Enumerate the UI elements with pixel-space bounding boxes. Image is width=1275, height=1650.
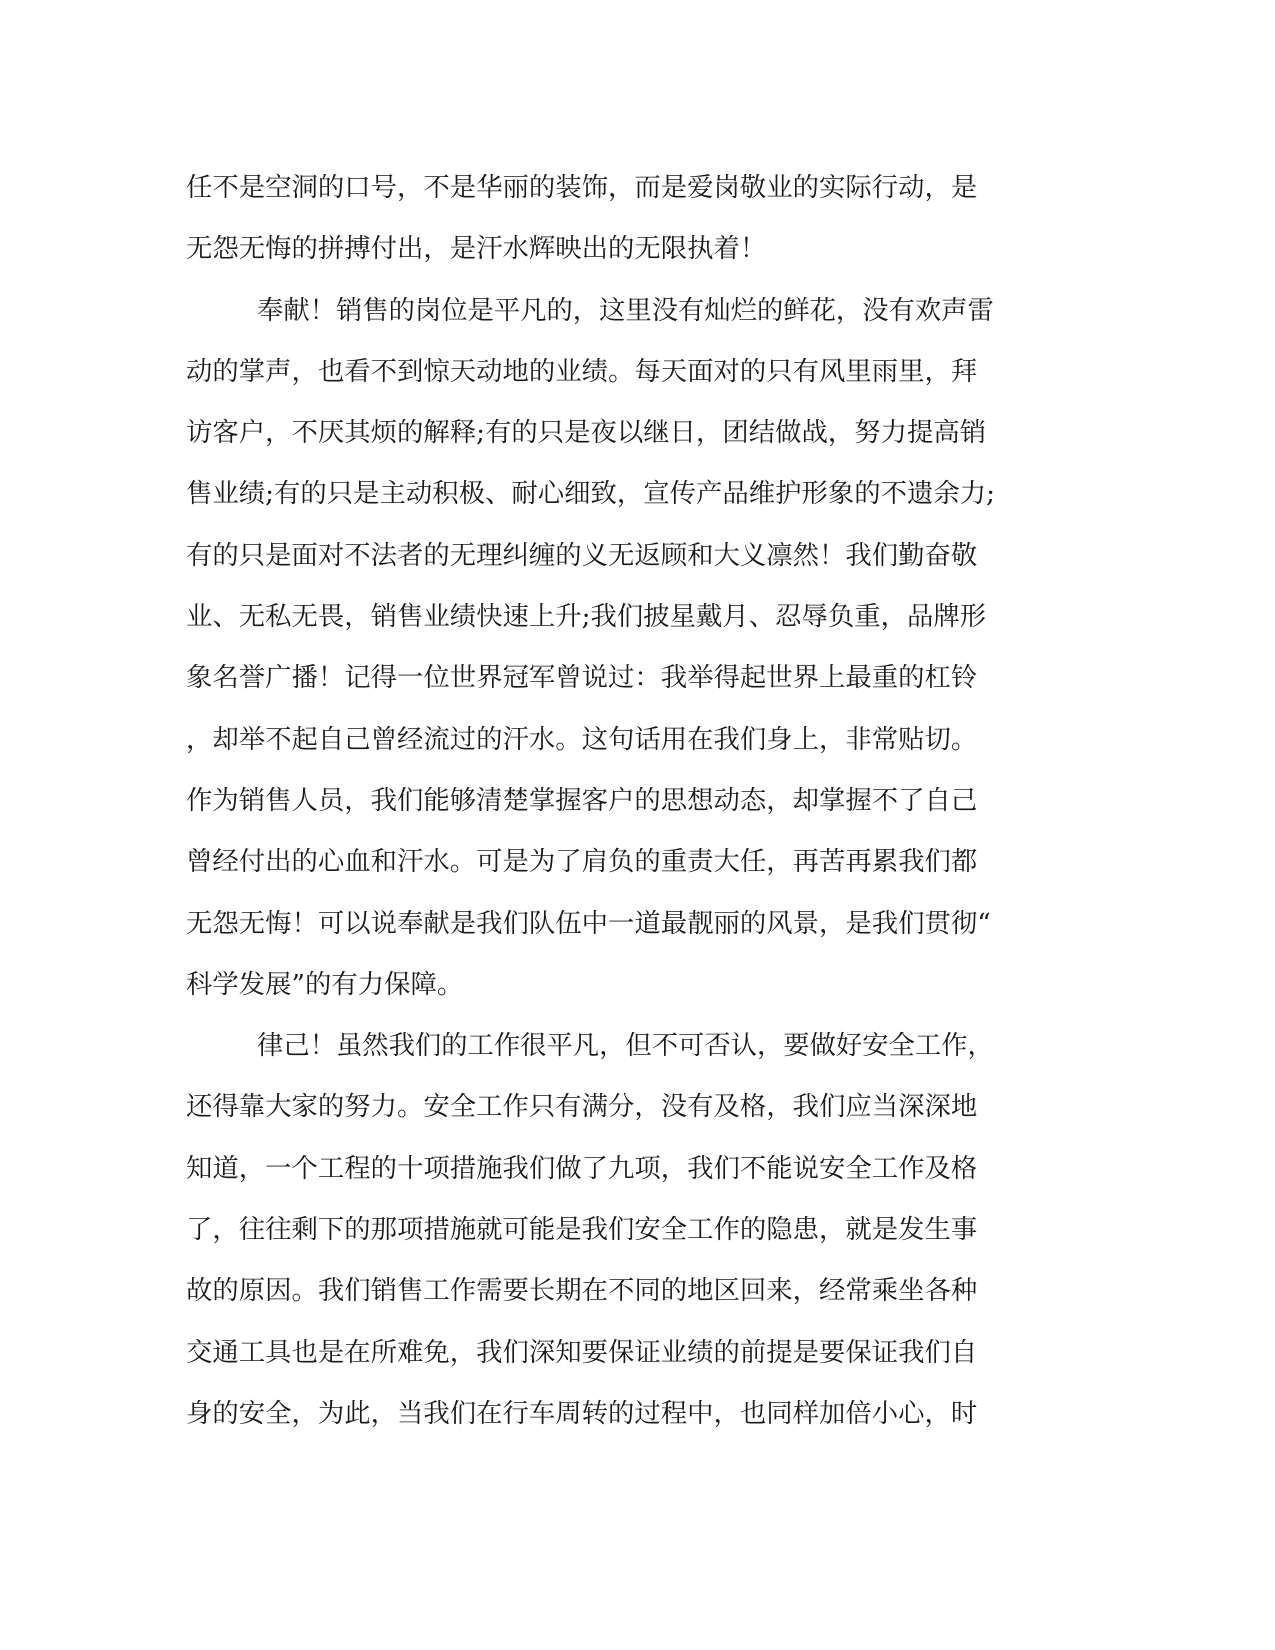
text-line: 身的安全，为此，当我们在行车周转的过程中，也同样加倍小心，时 [186,1398,978,1429]
text-line: 象名誉广播！记得一位世界冠军曾说过：我举得起世界上最重的杠铃 [186,663,978,694]
text-line: 任不是空洞的口号，不是华丽的装饰，而是爱岗敬业的实际行动，是 [186,173,978,203]
text-line: 无怨无悔的拼搏付出，是汗水辉映出的无限执着！ [186,234,767,265]
text-line: 故的原因。我们销售工作需要长期在不同的地区回来，经常乘坐各种 [186,1276,978,1307]
text-line: 交通工具也是在所难免，我们深知要保证业绩的前提是要保证我们自 [186,1337,978,1368]
text-line: 动的掌声，也看不到惊天动地的业绩。每天面对的只有风里雨里，拜 [186,356,978,387]
text-line: 售业绩;有的只是主动积极、耐心细致，宣传产品维护形象的不遗余力; [186,479,996,510]
paragraph-first-line: 奉献！销售的岗位是平凡的，这里没有灿烂的鲜花，没有欢声雷 [257,295,994,326]
text-line: ，却举不起自己曾经流过的汗水。这句话用在我们身上，非常贴切。 [186,724,978,755]
text-line: 知道，一个工程的十项措施我们做了九项，我们不能说安全工作及格 [186,1153,978,1184]
text-line: 业、无私无畏，销售业绩快速上升;我们披星戴月、忍辱负重，品牌形 [186,602,987,633]
text-line: 还得靠大家的努力。安全工作只有满分，没有及格，我们应当深深地 [186,1092,978,1123]
text-line: 科学发展”的有力保障。 [186,969,464,1000]
document-body [186,158,1056,1445]
text-line: 有的只是面对不法者的无理纠缠的义无返顾和大义凛然！我们勤奋敬 [186,540,978,571]
text-line: 作为销售人员，我们能够清楚掌握客户的思想动态，却掌握不了自己 [186,785,978,816]
text-line: 曾经付出的心血和汗水。可是为了肩负的重责大任，再苦再累我们都 [186,847,978,878]
text-line: 了，往往剩下的那项措施就可能是我们安全工作的隐患，就是发生事 [186,1215,978,1246]
text-line: 无怨无悔！可以说奉献是我们队伍中一道最靓丽的风景，是我们贯彻“ [186,908,991,939]
paragraph-first-line: 律己！虽然我们的工作很平凡，但不可否认，要做好安全工作， [257,1031,994,1062]
text-line: 访客户，不厌其烦的解释;有的只是夜以继日，团结做战，努力提高销 [186,418,987,449]
